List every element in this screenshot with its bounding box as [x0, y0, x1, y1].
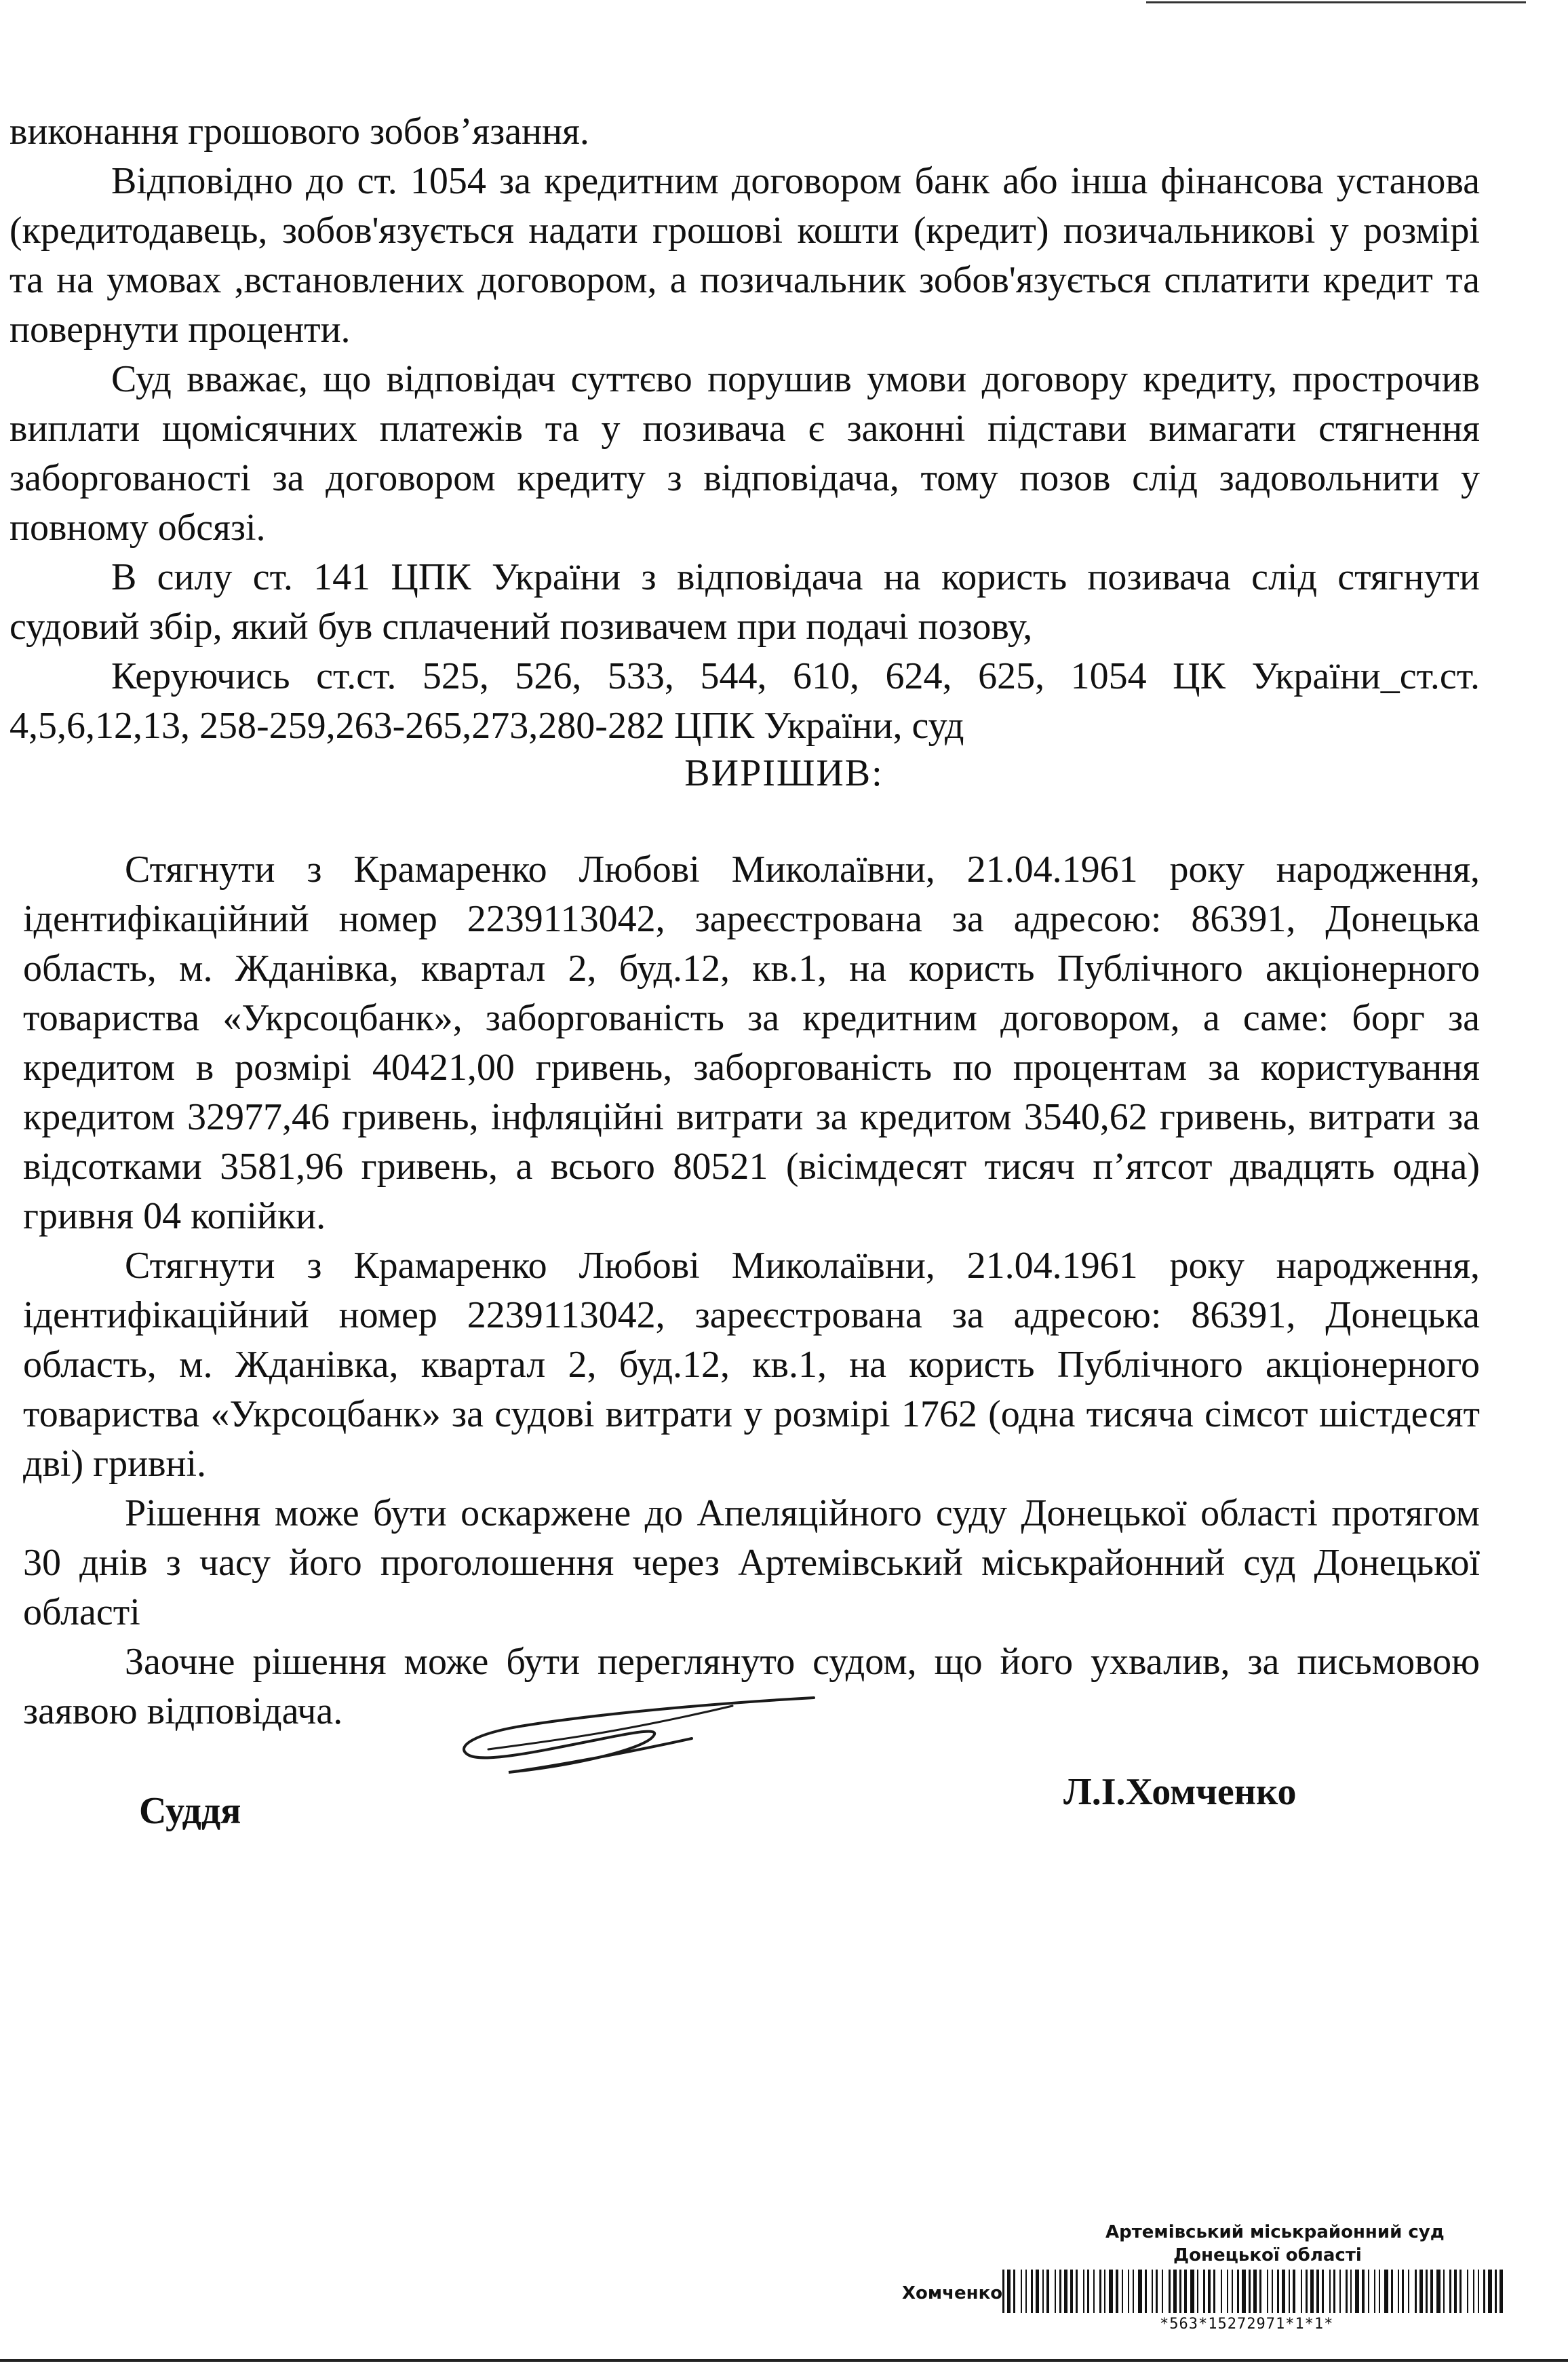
stamp-region: Донецької області: [1173, 2245, 1362, 2265]
decision-appeal: Рішення може бути оскаржене до Апеляційного суду Донецької області протягом 30 днів з часу його проголошення через Артемівський міськрайонний суд Донецької області: [23, 1492, 1480, 1633]
barcode-icon: [1002, 2270, 1504, 2313]
stamp-judge-name: Хомченко: [902, 2283, 1003, 2303]
court-stamp: [902, 2218, 1512, 2354]
paragraph-court-fee: В силу ст. 141 ЦПК України з відповідача на користь позивача слід стягнути судовий збір, який був сплачений позивачем при подачі позову,: [9, 556, 1480, 648]
decision-heading: ВИРІШИВ:: [684, 752, 884, 794]
handwritten-signature: [448, 1679, 827, 1787]
bottom-rule: [0, 2359, 1568, 2362]
judge-name: Л.І.Хомченко: [1063, 1771, 1297, 1813]
top-rule: [1146, 1, 1526, 3]
judge-label: Суддя: [139, 1790, 241, 1832]
decision-text: [23, 845, 1480, 1736]
decision-court-costs: Стягнути з Крамаренко Любові Миколаївни, 21.04.1961 року народження, ідентифікаційний номер 2239113042, зареєстрована за адресою: 86391, Донецька область, м. Жданівка, квартал 2, буд.12, кв.1, на користь Публічного акціонерного товариства «Укрсоцбанк» за судові витрати у розмірі 1762 (одна тисяча сімсот шістдесят дві) гривні.: [23, 1245, 1480, 1485]
barcode-number: *563*15272971*1*1*: [1160, 2316, 1334, 2333]
decision-debt-recovery: Стягнути з Крамаренко Любові Миколаївни, 21.04.1961 року народження, ідентифікаційний номер 2239113042, зареєстрована за адресою: 86391, Донецька область, м. Жданівка, квартал 2, буд.12, кв.1, на користь Публічного акціонерного товариства «Укрсоцбанк», заборгованість за кредитним договором, а саме: борг за кредитом в розмірі 40421,00 гривень, заборгованість по процентам за користування кредитом 32977,46 гривень, інфляційні витрати за кредитом 3540,62 гривень, витрати за відсотками 3581,96 гривень, а всього 80521 (вісімдесят тисяч п’ятсот двадцять одна) гривня 04 копійки.: [23, 849, 1480, 1237]
reasoning-text: [9, 107, 1480, 751]
paragraph-court-opinion: Суд вважає, що відповідач суттєво порушив умови договору кредиту, прострочив виплати щомісячних платежів та у позивача є законні підстави вимагати стягнення заборгованості за договором кредиту з відповідача, тому позов слід задовольнити у повному обсязі.: [9, 358, 1480, 549]
decision-review: Заочне рішення може бути переглянуто судом, що його ухвалив, за письмовою заявою відповідача.: [23, 1641, 1480, 1732]
paragraph-legal-basis: Керуючись ст.ст. 525, 526, 533, 544, 610, 624, 625, 1054 ЦК України_ст.ст. 4,5,6,12,13, 258-259,263-265,273,280-282 ЦПК України, суд: [9, 655, 1480, 747]
paragraph-continuation: виконання грошового зобов’язання.: [9, 111, 589, 153]
stamp-court-name: Артемівський міськрайонний суд: [1105, 2222, 1445, 2242]
paragraph-credit-law: Відповідно до ст. 1054 за кредитним договором банк або інша фінансова установа (кредитодавець, зобов'язується надати грошові кошти (кредит) позичальникові у розмірі та на умовах ,встановлених договором, а позичальник зобов'язується сплатити кредит та повернути проценти.: [9, 160, 1480, 351]
